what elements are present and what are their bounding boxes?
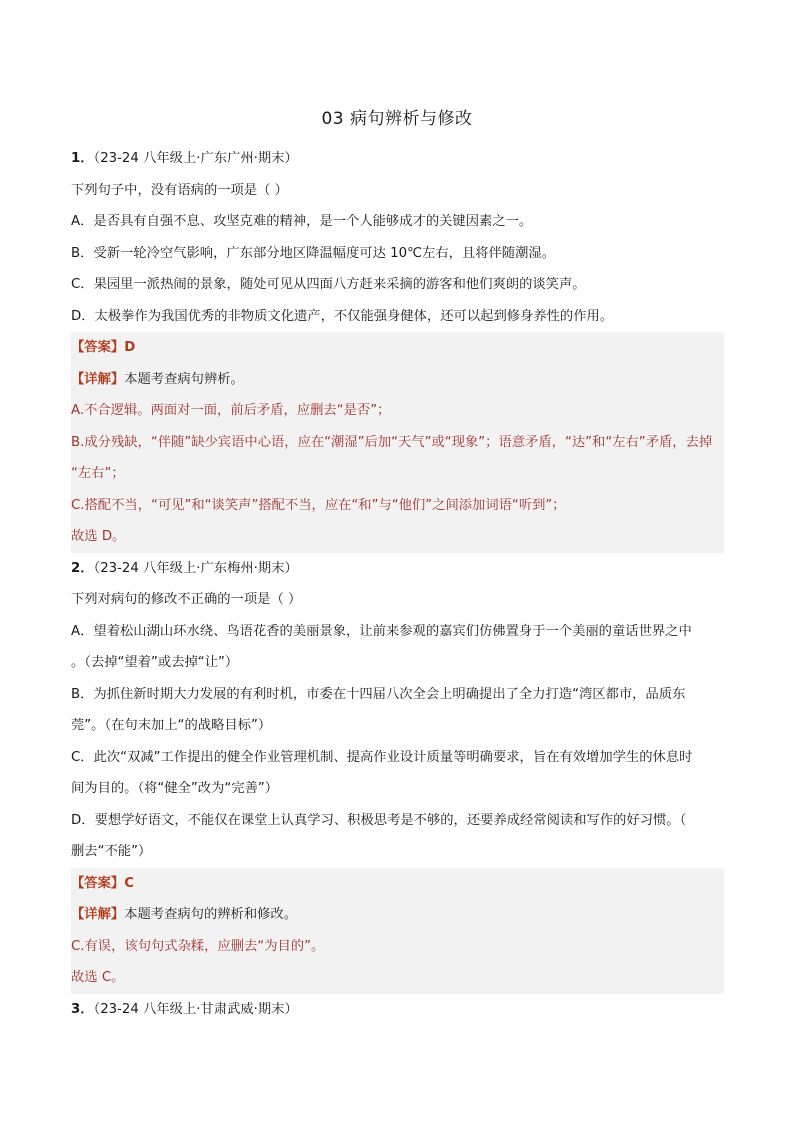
- question-2-option-c: C．此次“双减”工作提出的健全作业管理机制、提高作业设计质量等明确要求，旨在有效增加学生的休息时: [71, 749, 693, 765]
- question-2-option-a-cont: 。（去掉“望着”或去掉“让”）: [71, 655, 239, 670]
- question-1-stem: 下列句子中，没有语病的一项是（ ）: [71, 182, 288, 198]
- conclusion: 故选 C。: [71, 970, 125, 985]
- question-number: 1．: [71, 151, 94, 166]
- detail-line: [71, 364, 724, 396]
- detail-intro: 本题考查病句的辨析和修改。: [124, 907, 298, 922]
- question-2-header: [71, 553, 724, 585]
- conclusion: 故选 D。: [71, 529, 126, 544]
- detail-item: A.不合逻辑。两面对一面，前后矛盾，应删去“是否”；: [71, 403, 391, 418]
- question-2-stem: 下列对病句的修改不正确的一项是（ ）: [71, 592, 302, 607]
- question-1-option-b: B．受新一轮冷空气影响，广东部分地区降温幅度可达 10℃左右，且将伴随潮湿。: [71, 245, 555, 261]
- answer-value: D: [124, 340, 136, 355]
- answer-label: 【答案】: [71, 340, 125, 355]
- question-3-header: [71, 994, 724, 1026]
- page-title: 03 病句辨析与修改: [321, 109, 473, 129]
- question-number: 3．: [71, 1001, 94, 1017]
- detail-intro: 本题考查病句辨析。: [124, 371, 244, 387]
- question-number: 2．: [71, 560, 94, 576]
- question-2-option-a: A．望着松山湖山环水绕、鸟语花香的美丽景象，让前来参观的嘉宾们仿佛置身于一个美丽的童话世界之中: [71, 623, 692, 639]
- detail-label: 【详解】: [71, 907, 125, 922]
- question-1-answer-box: [71, 332, 724, 553]
- content: [71, 143, 724, 1025]
- question-2-option-b-cont: 莞”。（在句末加上“的战略目标”）: [71, 718, 272, 733]
- detail-item: C.搭配不当，“可见”和“谈笑声”搭配不当，应在“和”与“他们”之间添加词语“听到”；: [71, 497, 566, 513]
- answer-value: C: [124, 875, 134, 891]
- question-1-option-a: A．是否具有自强不息、攻坚克难的精神，是一个人能够成才的关键因素之一。: [71, 214, 533, 229]
- answer-line: [71, 868, 724, 900]
- detail-item: “左右”；: [71, 466, 125, 481]
- detail-label: 【详解】: [71, 371, 125, 387]
- answer-label: 【答案】: [71, 875, 125, 891]
- question-2-answer-box: [71, 868, 724, 994]
- detail-item: B.成分残缺，“伴随”缺少宾语中心语，应在“潮湿”后加“天气”或“现象”；语意矛盾，“达”和“左右”矛盾，去掉: [71, 434, 713, 450]
- question-2-option-d-cont: 删去“不能”）: [71, 844, 152, 859]
- detail-line: [71, 899, 724, 931]
- question-source: （23-24 八年级上·广东广州·期末）: [93, 151, 298, 166]
- question-1-option-c: C．果园里一派热闹的景象，随处可见从四面八方赶来采摘的游客和他们爽朗的谈笑声。: [71, 277, 586, 292]
- answer-line: [71, 332, 724, 364]
- question-2-option-d: D．要想学好语文，不能仅在课堂上认真学习、积极思考是不够的，还要养成经常阅读和写作的好习惯。（: [71, 812, 687, 828]
- question-source: （23-24 八年级上·甘肃武威·期末）: [93, 1001, 298, 1017]
- question-source: （23-24 八年级上·广东梅州·期末）: [93, 560, 298, 576]
- detail-item: C.有误，该句句式杂糅，应删去“为目的”。: [71, 938, 325, 954]
- question-1-option-d: D．太极拳作为我国优秀的非物质文化遗产，不仅能强身健体，还可以起到修身养性的作用。: [71, 308, 614, 324]
- question-1-header: [71, 143, 724, 175]
- question-2-option-c-cont: 间为目的。（将“健全”改为“完善”）: [71, 781, 279, 796]
- question-2-option-b: B．为抓住新时期大力发展的有利时机，市委在十四届八次全会上明确提出了全力打造“湾区都市，品质东: [71, 686, 686, 702]
